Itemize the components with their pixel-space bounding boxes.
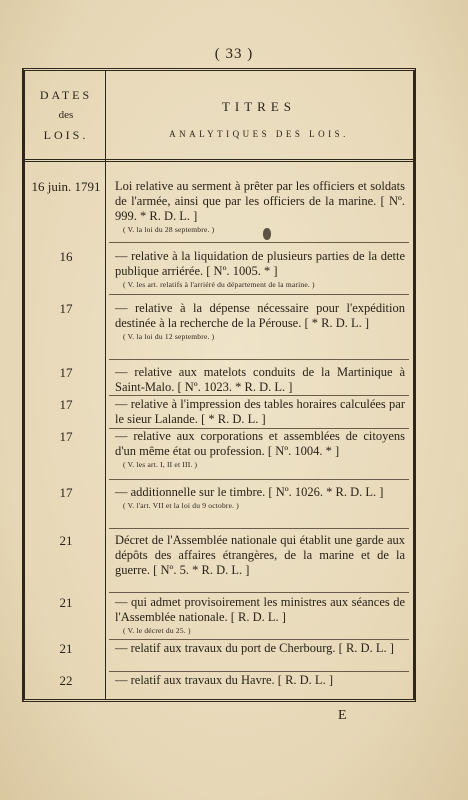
row-title xyxy=(115,249,405,290)
row-note: ( V. la loi du 12 septembre. ) xyxy=(123,332,215,341)
dates-header-line1: DATES xyxy=(39,88,93,102)
row-title xyxy=(115,595,405,636)
row-title xyxy=(115,641,405,656)
row-text: — relatif aux travaux du Havre. [ R. D. L. ] xyxy=(115,673,333,687)
row-text: — relative à l'impression des tables horaires calculées par le sieur Lalande. [ * R. D. L. ] xyxy=(115,397,405,426)
row-title xyxy=(115,365,405,395)
row-title xyxy=(115,485,405,511)
index-table xyxy=(22,68,416,702)
row-title xyxy=(115,301,405,342)
row-divider xyxy=(109,528,409,529)
row-text: — relative à la dépense nécessaire pour l'expédition destinée à la recherche de la Pérouse. [ * R. D. L. ] xyxy=(115,301,405,330)
row-text: Décret de l'Assemblée nationale qui établit une garde aux dépôts des affaires étrangères, de la marine et de la guerre. [ Nº. 5. * R. D. L. ] xyxy=(115,533,405,577)
row-title xyxy=(115,533,405,578)
row-date: 16 xyxy=(59,249,73,264)
row-text: — relative à la liquidation de plusieurs parties de la dette publique arriérée. [ Nº. 1005. * ] xyxy=(115,249,405,278)
row-divider xyxy=(109,294,409,295)
row-divider xyxy=(109,592,409,593)
row-text: Loi relative au serment à prêter par les officiers et soldats de l'armée, ainsi que par les officiers de la marine. [ Nº. 999. * R. D. L. ] xyxy=(115,179,405,223)
page-number: ( 33 ) xyxy=(214,46,254,62)
column-divider xyxy=(105,71,106,699)
row-title xyxy=(115,397,405,427)
row-text: — qui admet provisoirement les ministres aux séances de l'Assemblée nationale. [ R. D. L. ] xyxy=(115,595,405,624)
row-date: 21 xyxy=(59,533,73,548)
row-text: — relatif aux travaux du port de Cherbourg. [ R. D. L. ] xyxy=(115,641,394,655)
row-title xyxy=(115,673,405,688)
row-date: 22 xyxy=(59,673,73,688)
row-divider xyxy=(109,671,409,672)
row-note: ( V. le décret du 25. ) xyxy=(123,626,191,635)
row-date: 17 xyxy=(59,397,73,412)
row-note: ( V. l'art. VII et la loi du 9 octobre. ) xyxy=(123,501,239,510)
row-divider xyxy=(109,359,409,360)
row-date: 17 xyxy=(59,485,73,500)
signature-mark: E xyxy=(338,708,347,723)
dates-header-line2: des xyxy=(58,109,74,121)
row-note: ( V. les art. relatifs à l'arriéré du département de la marine. ) xyxy=(123,280,315,289)
row-divider xyxy=(109,242,409,243)
row-text: — additionnelle sur le timbre. [ Nº. 1026. * R. D. L. ] xyxy=(115,485,384,499)
row-divider xyxy=(109,479,409,480)
row-date: 21 xyxy=(59,595,73,610)
dates-header-line3: LOIS. xyxy=(43,128,89,142)
row-text: — relative aux corporations et assemblées de citoyens d'un même état ou profession. [ Nº. 1004. * ] xyxy=(115,429,405,458)
row-title xyxy=(115,429,405,470)
header-rule xyxy=(25,159,413,162)
row-date: 17 xyxy=(59,365,73,380)
row-note: ( V. les art. I, II et III. ) xyxy=(123,460,198,469)
row-divider xyxy=(109,395,409,396)
row-date: 17 xyxy=(59,429,73,444)
titres-header: TITRES xyxy=(221,99,297,114)
dates-column-header xyxy=(29,85,103,145)
row-divider xyxy=(109,639,409,640)
row-date: 17 xyxy=(59,301,73,316)
row-note: ( V. la loi du 28 septembre. ) xyxy=(123,225,215,234)
ink-spot xyxy=(263,228,271,240)
analytiques-header: ANALYTIQUES DES LOIS. xyxy=(169,129,349,139)
row-date: 16 juin. 1791 xyxy=(31,179,101,194)
row-date: 21 xyxy=(59,641,73,656)
row-text: — relative aux matelots conduits de la Martinique à Saint-Malo. [ Nº. 1023. * R. D. L. ] xyxy=(115,365,405,394)
row-title xyxy=(115,179,405,235)
